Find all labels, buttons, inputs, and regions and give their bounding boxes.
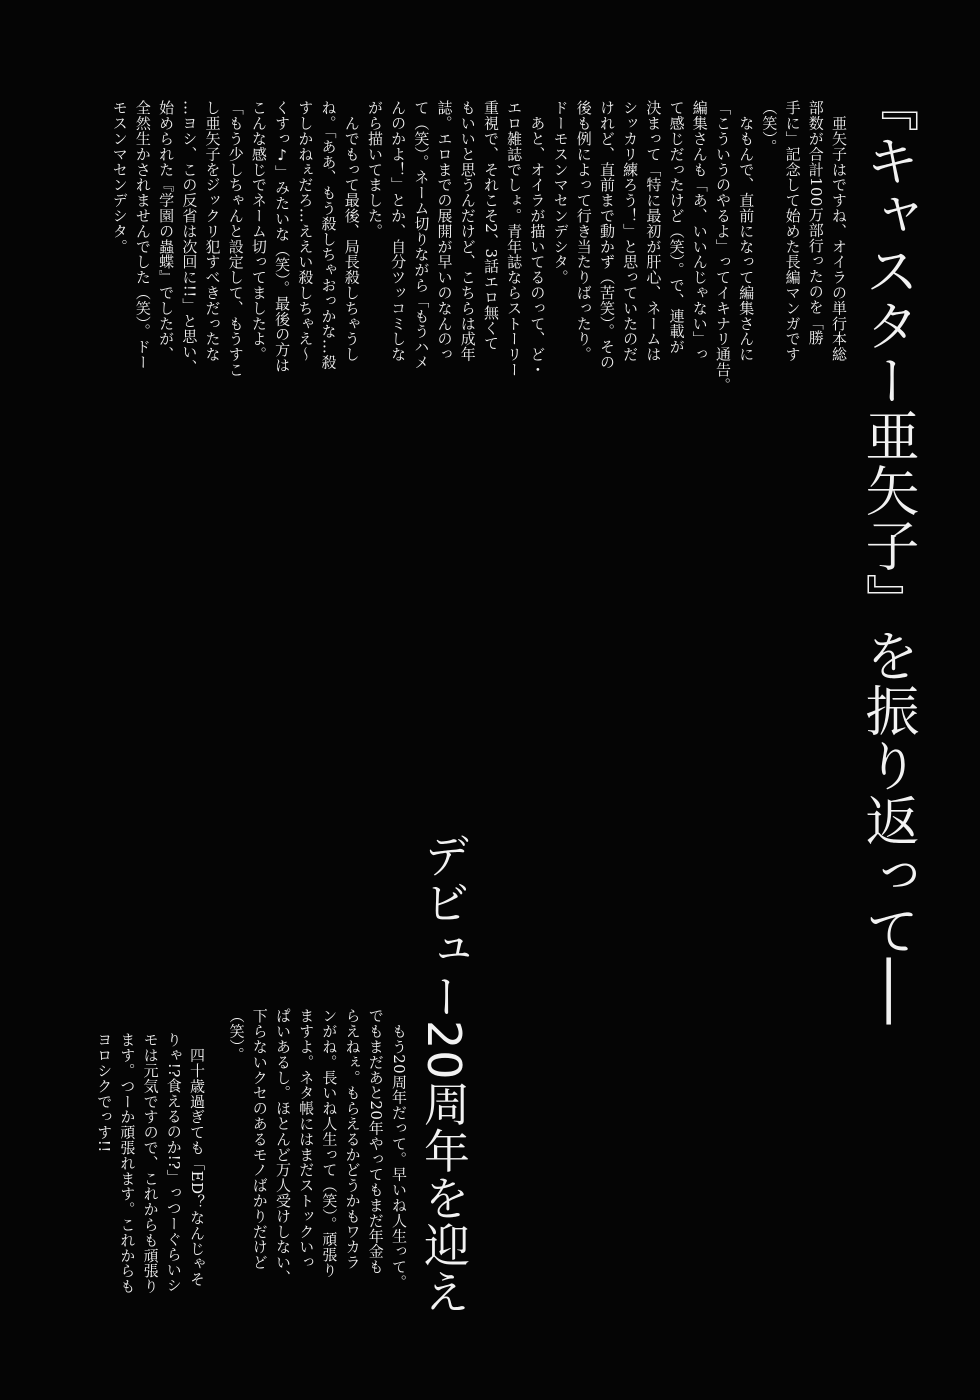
anniversary-heading: デビュー20周年を迎え xyxy=(417,832,471,1316)
retrospective-body: 亜矢子はですね、オイラの単行本総 部数が合計100万部行ったのを「勝 手に」記念して始めた長編マンガです （笑）。 なもんで、直前になって編集さんに 「こういうのやるよ」ってイキナリ通告。 編集さんも「あ、いいんじゃない」っ て感じだったけど（笑）。で、連載が 決まって「特に最初が肝心、ネームは シッカリ練ろう！」と思っていたのだ けれど、直前まで動かず（苦笑）。その 後も例によって行き当たりばったり。 ドーモスンマセンデシタ。 あと、オイラが描いてるのって、ど・ エロ雑誌でしょ。青年誌ならストーリー 重視で、それこそ2、3話エロ無くて もいいと思うんだけど、こちらは成年 誌。エロまでの展開が早いのなんのっ て（笑）。ネーム切りながら「もうハメ んのかよ！」とか、自分ツッコミしな がら描いてました。 んでもって最後、局長殺しちゃうし ね。「ああ、もう殺しちゃおっかな…殺 すしかねぇだろ…ええい殺しちゃえ～ くすっ♪」みたいな（笑）。最後の方は こんな感じでネーム切ってましたよ。 「もう少しちゃんと設定して、もうすこ し亜矢子をジックリ犯すべきだったな …ヨシ、この反省は次回に!!」と思い、 始められた『学園の蟲蝶』でしたが、 全然生かされませんでした（笑）。ドー モスンマセンデシタ。 xyxy=(110,100,848,393)
retrospective-heading: 『キャスター亜矢子』を振り返って── xyxy=(857,78,920,1026)
anniversary-body: もう20周年だって。早いね人生って。 でもまだあと20年やってもまだ年金も らえねぇ。もらえるかどうかもワカラ ンがね。長いね人生って（笑）。頑張り ますよ。ネタ帳にはまだストックいっ ぱいあるし。ほとんど万人受けしない、 下らないクセのあるモノばかりだけど （笑）。 xyxy=(227,1008,408,1290)
forty-years-body: 四十歳過ぎても「ED？なんじゃそ りゃ!?食えるのか!?」っつーぐらいシ モは元気ですので、これからも頑張り ます。つーか頑張れます。これからも ヨロシクでっす!! xyxy=(95,1032,206,1294)
